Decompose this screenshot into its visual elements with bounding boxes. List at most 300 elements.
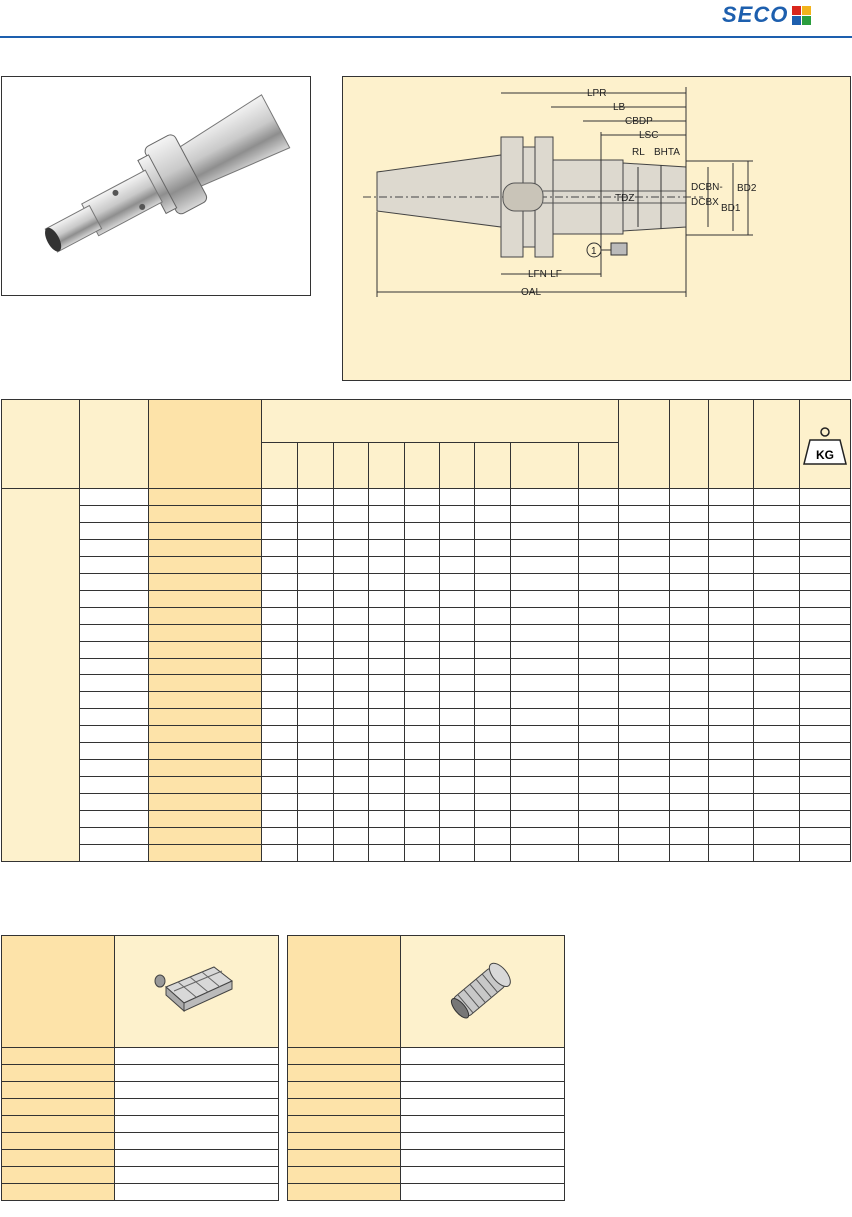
accessory-value-cell xyxy=(401,1048,565,1065)
spec-cell xyxy=(475,692,511,709)
spec-row xyxy=(2,489,851,506)
spec-cell xyxy=(405,590,440,607)
spec-cell xyxy=(800,489,851,506)
accessory-row xyxy=(288,1167,565,1184)
spec-cell xyxy=(619,641,670,658)
accessory-row xyxy=(2,1150,279,1167)
dimension-drawing xyxy=(343,77,850,380)
accessory-row xyxy=(2,1167,279,1184)
spec-cell xyxy=(369,828,405,845)
accessory-image-cell xyxy=(401,936,565,1048)
spec-cell xyxy=(369,556,405,573)
accessory-row xyxy=(288,1048,565,1065)
spec-row xyxy=(2,811,851,828)
spec-row xyxy=(2,692,851,709)
spec-cell xyxy=(670,641,709,658)
accessory-value-cell xyxy=(115,1065,279,1082)
spec-row xyxy=(2,573,851,590)
screw-kit-box-icon xyxy=(152,959,242,1019)
spec-cell xyxy=(475,709,511,726)
spec-cell xyxy=(334,709,369,726)
dim-tdz: TDZ xyxy=(615,193,635,204)
spec-cell xyxy=(709,675,754,692)
spec-cell xyxy=(754,607,800,624)
spec-row xyxy=(2,726,851,743)
spec-cell xyxy=(369,709,405,726)
technical-drawing xyxy=(342,76,851,381)
spec-cell xyxy=(475,811,511,828)
spec-cell xyxy=(369,505,405,522)
spec-cell xyxy=(709,709,754,726)
spec-cell xyxy=(262,505,298,522)
spec-cell xyxy=(579,692,619,709)
spec-cell xyxy=(709,624,754,641)
logo-squares-icon xyxy=(792,6,811,25)
spec-cell xyxy=(579,505,619,522)
spec-cell xyxy=(754,726,800,743)
spec-cell xyxy=(579,794,619,811)
spec-cell xyxy=(511,539,579,556)
product-photo xyxy=(1,76,311,296)
accessory-code-cell xyxy=(2,1116,115,1133)
spec-cell xyxy=(511,777,579,794)
spec-cell xyxy=(440,607,475,624)
spec-cell xyxy=(619,760,670,777)
spec-cell xyxy=(149,658,262,675)
spec-cell xyxy=(80,556,149,573)
accessory-code-cell xyxy=(2,1133,115,1150)
spec-cell xyxy=(149,641,262,658)
spec-cell xyxy=(80,522,149,539)
accessory-row xyxy=(2,1133,279,1150)
spec-cell xyxy=(298,692,334,709)
spec-cell xyxy=(298,489,334,506)
accessory-value-cell xyxy=(115,1150,279,1167)
spec-row xyxy=(2,794,851,811)
spec-cell xyxy=(440,675,475,692)
spec-group-cell xyxy=(2,489,80,862)
spec-cell xyxy=(298,641,334,658)
spec-cell xyxy=(262,590,298,607)
svg-text:KG: KG xyxy=(816,447,834,462)
spec-cell xyxy=(709,777,754,794)
spec-cell xyxy=(511,692,579,709)
accessory-row xyxy=(2,1116,279,1133)
spec-cell xyxy=(475,624,511,641)
spec-cell xyxy=(334,489,369,506)
spec-subheader-cell xyxy=(405,443,440,489)
spec-cell xyxy=(298,658,334,675)
spec-cell xyxy=(475,641,511,658)
spec-cell xyxy=(440,760,475,777)
accessory-row xyxy=(2,1099,279,1116)
spec-cell xyxy=(369,590,405,607)
spec-cell xyxy=(511,794,579,811)
accessory-table-left-body xyxy=(2,936,279,1201)
spec-cell xyxy=(440,489,475,506)
spec-cell xyxy=(511,624,579,641)
spec-cell xyxy=(619,709,670,726)
spec-cell xyxy=(579,556,619,573)
spec-row xyxy=(2,777,851,794)
spec-cell xyxy=(298,743,334,760)
accessory-image-cell xyxy=(115,936,279,1048)
spec-cell xyxy=(754,573,800,590)
spec-cell xyxy=(579,489,619,506)
spec-header-cell xyxy=(619,400,670,489)
spec-cell xyxy=(149,828,262,845)
spec-cell xyxy=(149,760,262,777)
spec-row xyxy=(2,760,851,777)
spec-cell xyxy=(298,675,334,692)
spec-row xyxy=(2,743,851,760)
dim-cbdp: CBDP xyxy=(625,116,653,127)
spec-cell xyxy=(800,675,851,692)
accessory-code-cell xyxy=(2,1150,115,1167)
accessory-value-cell xyxy=(401,1099,565,1116)
spec-cell xyxy=(579,726,619,743)
spec-cell xyxy=(475,573,511,590)
dim-lsc: LSC xyxy=(639,130,659,141)
spec-cell xyxy=(754,489,800,506)
spec-cell xyxy=(369,675,405,692)
spec-cell xyxy=(80,658,149,675)
spec-cell xyxy=(579,760,619,777)
spec-cell xyxy=(579,743,619,760)
spec-cell xyxy=(369,641,405,658)
spec-cell xyxy=(405,777,440,794)
spec-row xyxy=(2,539,851,556)
dim-bd1: BD1 xyxy=(721,203,741,214)
spec-cell xyxy=(405,641,440,658)
spec-cell xyxy=(369,658,405,675)
spec-subheader-cell xyxy=(579,443,619,489)
spec-cell xyxy=(475,845,511,862)
spec-cell xyxy=(405,709,440,726)
spec-cell xyxy=(670,845,709,862)
spec-cell xyxy=(334,726,369,743)
spec-cell xyxy=(440,811,475,828)
spec-cell xyxy=(298,811,334,828)
spec-cell xyxy=(334,828,369,845)
spec-cell xyxy=(475,726,511,743)
spec-cell xyxy=(800,573,851,590)
accessory-table-left xyxy=(1,935,279,1201)
spec-cell xyxy=(369,760,405,777)
logo-text: SECO xyxy=(722,2,789,27)
spec-cell xyxy=(405,573,440,590)
spec-cell xyxy=(80,743,149,760)
tool-holder-image xyxy=(2,77,310,295)
spec-cell xyxy=(800,709,851,726)
spec-cell xyxy=(511,556,579,573)
spec-cell xyxy=(709,505,754,522)
accessory-row xyxy=(288,1082,565,1099)
spec-cell xyxy=(80,760,149,777)
spec-cell xyxy=(800,811,851,828)
spec-cell xyxy=(80,675,149,692)
spec-cell xyxy=(334,539,369,556)
spec-cell xyxy=(619,794,670,811)
spec-cell xyxy=(440,522,475,539)
spec-subheader-cell xyxy=(298,443,334,489)
accessory-table-right xyxy=(287,935,565,1201)
spec-cell xyxy=(670,709,709,726)
spec-cell xyxy=(405,726,440,743)
spec-cell xyxy=(511,709,579,726)
spec-cell xyxy=(800,726,851,743)
spec-cell xyxy=(670,624,709,641)
spec-cell xyxy=(619,505,670,522)
spec-cell xyxy=(405,556,440,573)
spec-cell xyxy=(298,845,334,862)
accessory-code-cell xyxy=(288,1133,401,1150)
spec-cell xyxy=(262,539,298,556)
spec-cell xyxy=(754,845,800,862)
spec-cell xyxy=(619,845,670,862)
spec-row xyxy=(2,505,851,522)
spec-cell xyxy=(149,794,262,811)
spec-cell xyxy=(334,658,369,675)
spec-cell xyxy=(800,522,851,539)
accessory-code-cell xyxy=(2,1048,115,1065)
spec-cell xyxy=(511,522,579,539)
spec-cell xyxy=(369,489,405,506)
spec-cell xyxy=(405,743,440,760)
spec-cell xyxy=(149,607,262,624)
spec-subheader-cell xyxy=(369,443,405,489)
spec-cell xyxy=(298,522,334,539)
spec-cell xyxy=(709,573,754,590)
spec-cell xyxy=(754,522,800,539)
spec-row xyxy=(2,624,851,641)
spec-cell xyxy=(754,556,800,573)
spec-cell xyxy=(670,675,709,692)
spec-cell xyxy=(619,573,670,590)
spec-subheader-cell xyxy=(511,443,579,489)
accessory-code-cell xyxy=(288,1065,401,1082)
accessory-code-cell xyxy=(288,1167,401,1184)
accessory-row xyxy=(2,1048,279,1065)
accessory-value-cell xyxy=(401,1116,565,1133)
spec-cell xyxy=(475,658,511,675)
spec-cell xyxy=(511,675,579,692)
spec-cell xyxy=(800,828,851,845)
spec-table-body xyxy=(2,400,851,862)
spec-cell xyxy=(369,777,405,794)
spec-cell xyxy=(262,489,298,506)
spec-subheader-cell xyxy=(262,443,298,489)
accessory-value-cell xyxy=(115,1048,279,1065)
accessory-value-cell xyxy=(115,1116,279,1133)
spec-subheader-cell xyxy=(440,443,475,489)
weight-icon xyxy=(800,412,850,472)
spec-cell xyxy=(262,675,298,692)
spec-cell xyxy=(709,556,754,573)
spec-cell xyxy=(262,573,298,590)
spec-cell xyxy=(149,522,262,539)
spec-cell xyxy=(579,675,619,692)
spec-cell xyxy=(670,760,709,777)
spec-subheader-cell xyxy=(475,443,511,489)
dim-lfn-lf: LFN-LF xyxy=(528,269,562,280)
spec-cell xyxy=(149,726,262,743)
spec-cell xyxy=(579,539,619,556)
spec-cell xyxy=(149,539,262,556)
spec-cell xyxy=(709,489,754,506)
spec-cell xyxy=(670,590,709,607)
spec-cell xyxy=(405,828,440,845)
spec-subheader-cell xyxy=(334,443,369,489)
spec-cell xyxy=(369,573,405,590)
spec-cell xyxy=(149,777,262,794)
spec-cell xyxy=(298,607,334,624)
accessory-row xyxy=(288,1116,565,1133)
spec-cell xyxy=(475,522,511,539)
spec-cell xyxy=(619,777,670,794)
spec-cell xyxy=(334,522,369,539)
spec-cell xyxy=(149,489,262,506)
spec-cell xyxy=(80,692,149,709)
spec-cell xyxy=(511,641,579,658)
spec-cell xyxy=(511,726,579,743)
spec-cell xyxy=(334,811,369,828)
accessory-row xyxy=(288,1065,565,1082)
spec-cell xyxy=(262,522,298,539)
spec-cell xyxy=(262,624,298,641)
spec-cell xyxy=(579,624,619,641)
spec-cell xyxy=(670,573,709,590)
spec-cell xyxy=(440,845,475,862)
spec-cell xyxy=(475,794,511,811)
spec-cell xyxy=(334,556,369,573)
spec-cell xyxy=(475,777,511,794)
spec-cell xyxy=(475,556,511,573)
spec-cell xyxy=(149,845,262,862)
spec-cell xyxy=(262,726,298,743)
spec-cell xyxy=(369,539,405,556)
spec-cell xyxy=(80,777,149,794)
spec-cell xyxy=(334,675,369,692)
spec-cell xyxy=(298,760,334,777)
weight-header xyxy=(800,400,851,489)
accessory-row xyxy=(2,1184,279,1201)
spec-cell xyxy=(298,828,334,845)
spec-cell xyxy=(149,556,262,573)
spec-cell xyxy=(334,624,369,641)
spec-cell xyxy=(754,590,800,607)
header-rule xyxy=(0,36,852,38)
spec-row xyxy=(2,709,851,726)
spec-cell xyxy=(670,522,709,539)
spec-cell xyxy=(298,794,334,811)
spec-row xyxy=(2,828,851,845)
spec-cell xyxy=(405,845,440,862)
spec-cell xyxy=(475,590,511,607)
spec-cell xyxy=(80,845,149,862)
spec-cell xyxy=(405,505,440,522)
spec-header-group xyxy=(262,400,619,443)
spec-cell xyxy=(709,828,754,845)
spec-cell xyxy=(80,573,149,590)
spec-cell xyxy=(369,522,405,539)
spec-cell xyxy=(440,590,475,607)
spec-cell xyxy=(754,641,800,658)
spec-cell xyxy=(262,845,298,862)
accessory-value-cell xyxy=(115,1082,279,1099)
spec-cell xyxy=(800,607,851,624)
spec-row xyxy=(2,845,851,862)
spec-cell xyxy=(754,539,800,556)
spec-cell xyxy=(800,743,851,760)
spec-cell xyxy=(754,692,800,709)
accessory-code-cell xyxy=(288,1082,401,1099)
spec-cell xyxy=(334,794,369,811)
spec-cell xyxy=(619,590,670,607)
spec-cell xyxy=(754,658,800,675)
spec-cell xyxy=(440,828,475,845)
spec-cell xyxy=(579,658,619,675)
spec-cell xyxy=(334,641,369,658)
spec-cell xyxy=(80,539,149,556)
spec-cell xyxy=(670,505,709,522)
spec-cell xyxy=(475,505,511,522)
spec-cell xyxy=(405,692,440,709)
spec-cell xyxy=(511,845,579,862)
spec-cell xyxy=(334,760,369,777)
spec-cell xyxy=(440,794,475,811)
spec-cell xyxy=(619,489,670,506)
spec-cell xyxy=(709,607,754,624)
spec-cell xyxy=(80,641,149,658)
dim-bd2: BD2 xyxy=(737,183,757,194)
spec-cell xyxy=(262,556,298,573)
spec-cell xyxy=(369,811,405,828)
spec-cell xyxy=(334,743,369,760)
spec-cell xyxy=(619,726,670,743)
spec-cell xyxy=(80,505,149,522)
accessory-value-cell xyxy=(115,1167,279,1184)
spec-cell xyxy=(405,760,440,777)
accessory-code-cell xyxy=(288,1184,401,1201)
spec-cell xyxy=(149,590,262,607)
accessory-code-cell xyxy=(2,1082,115,1099)
spec-cell xyxy=(754,811,800,828)
set-screw-icon xyxy=(438,949,528,1029)
spec-cell xyxy=(369,624,405,641)
spec-cell xyxy=(754,828,800,845)
spec-cell xyxy=(800,692,851,709)
spec-cell xyxy=(670,556,709,573)
spec-cell xyxy=(149,624,262,641)
spec-cell xyxy=(670,811,709,828)
spec-cell xyxy=(405,658,440,675)
spec-cell xyxy=(754,794,800,811)
spec-cell xyxy=(369,794,405,811)
spec-cell xyxy=(334,607,369,624)
spec-cell xyxy=(709,590,754,607)
spec-cell xyxy=(619,811,670,828)
spec-cell xyxy=(262,811,298,828)
spec-cell xyxy=(709,692,754,709)
spec-cell xyxy=(475,675,511,692)
spec-row xyxy=(2,590,851,607)
spec-cell xyxy=(475,760,511,777)
spec-cell xyxy=(149,692,262,709)
spec-cell xyxy=(298,539,334,556)
spec-cell xyxy=(619,522,670,539)
dim-rl: RL xyxy=(632,147,645,158)
